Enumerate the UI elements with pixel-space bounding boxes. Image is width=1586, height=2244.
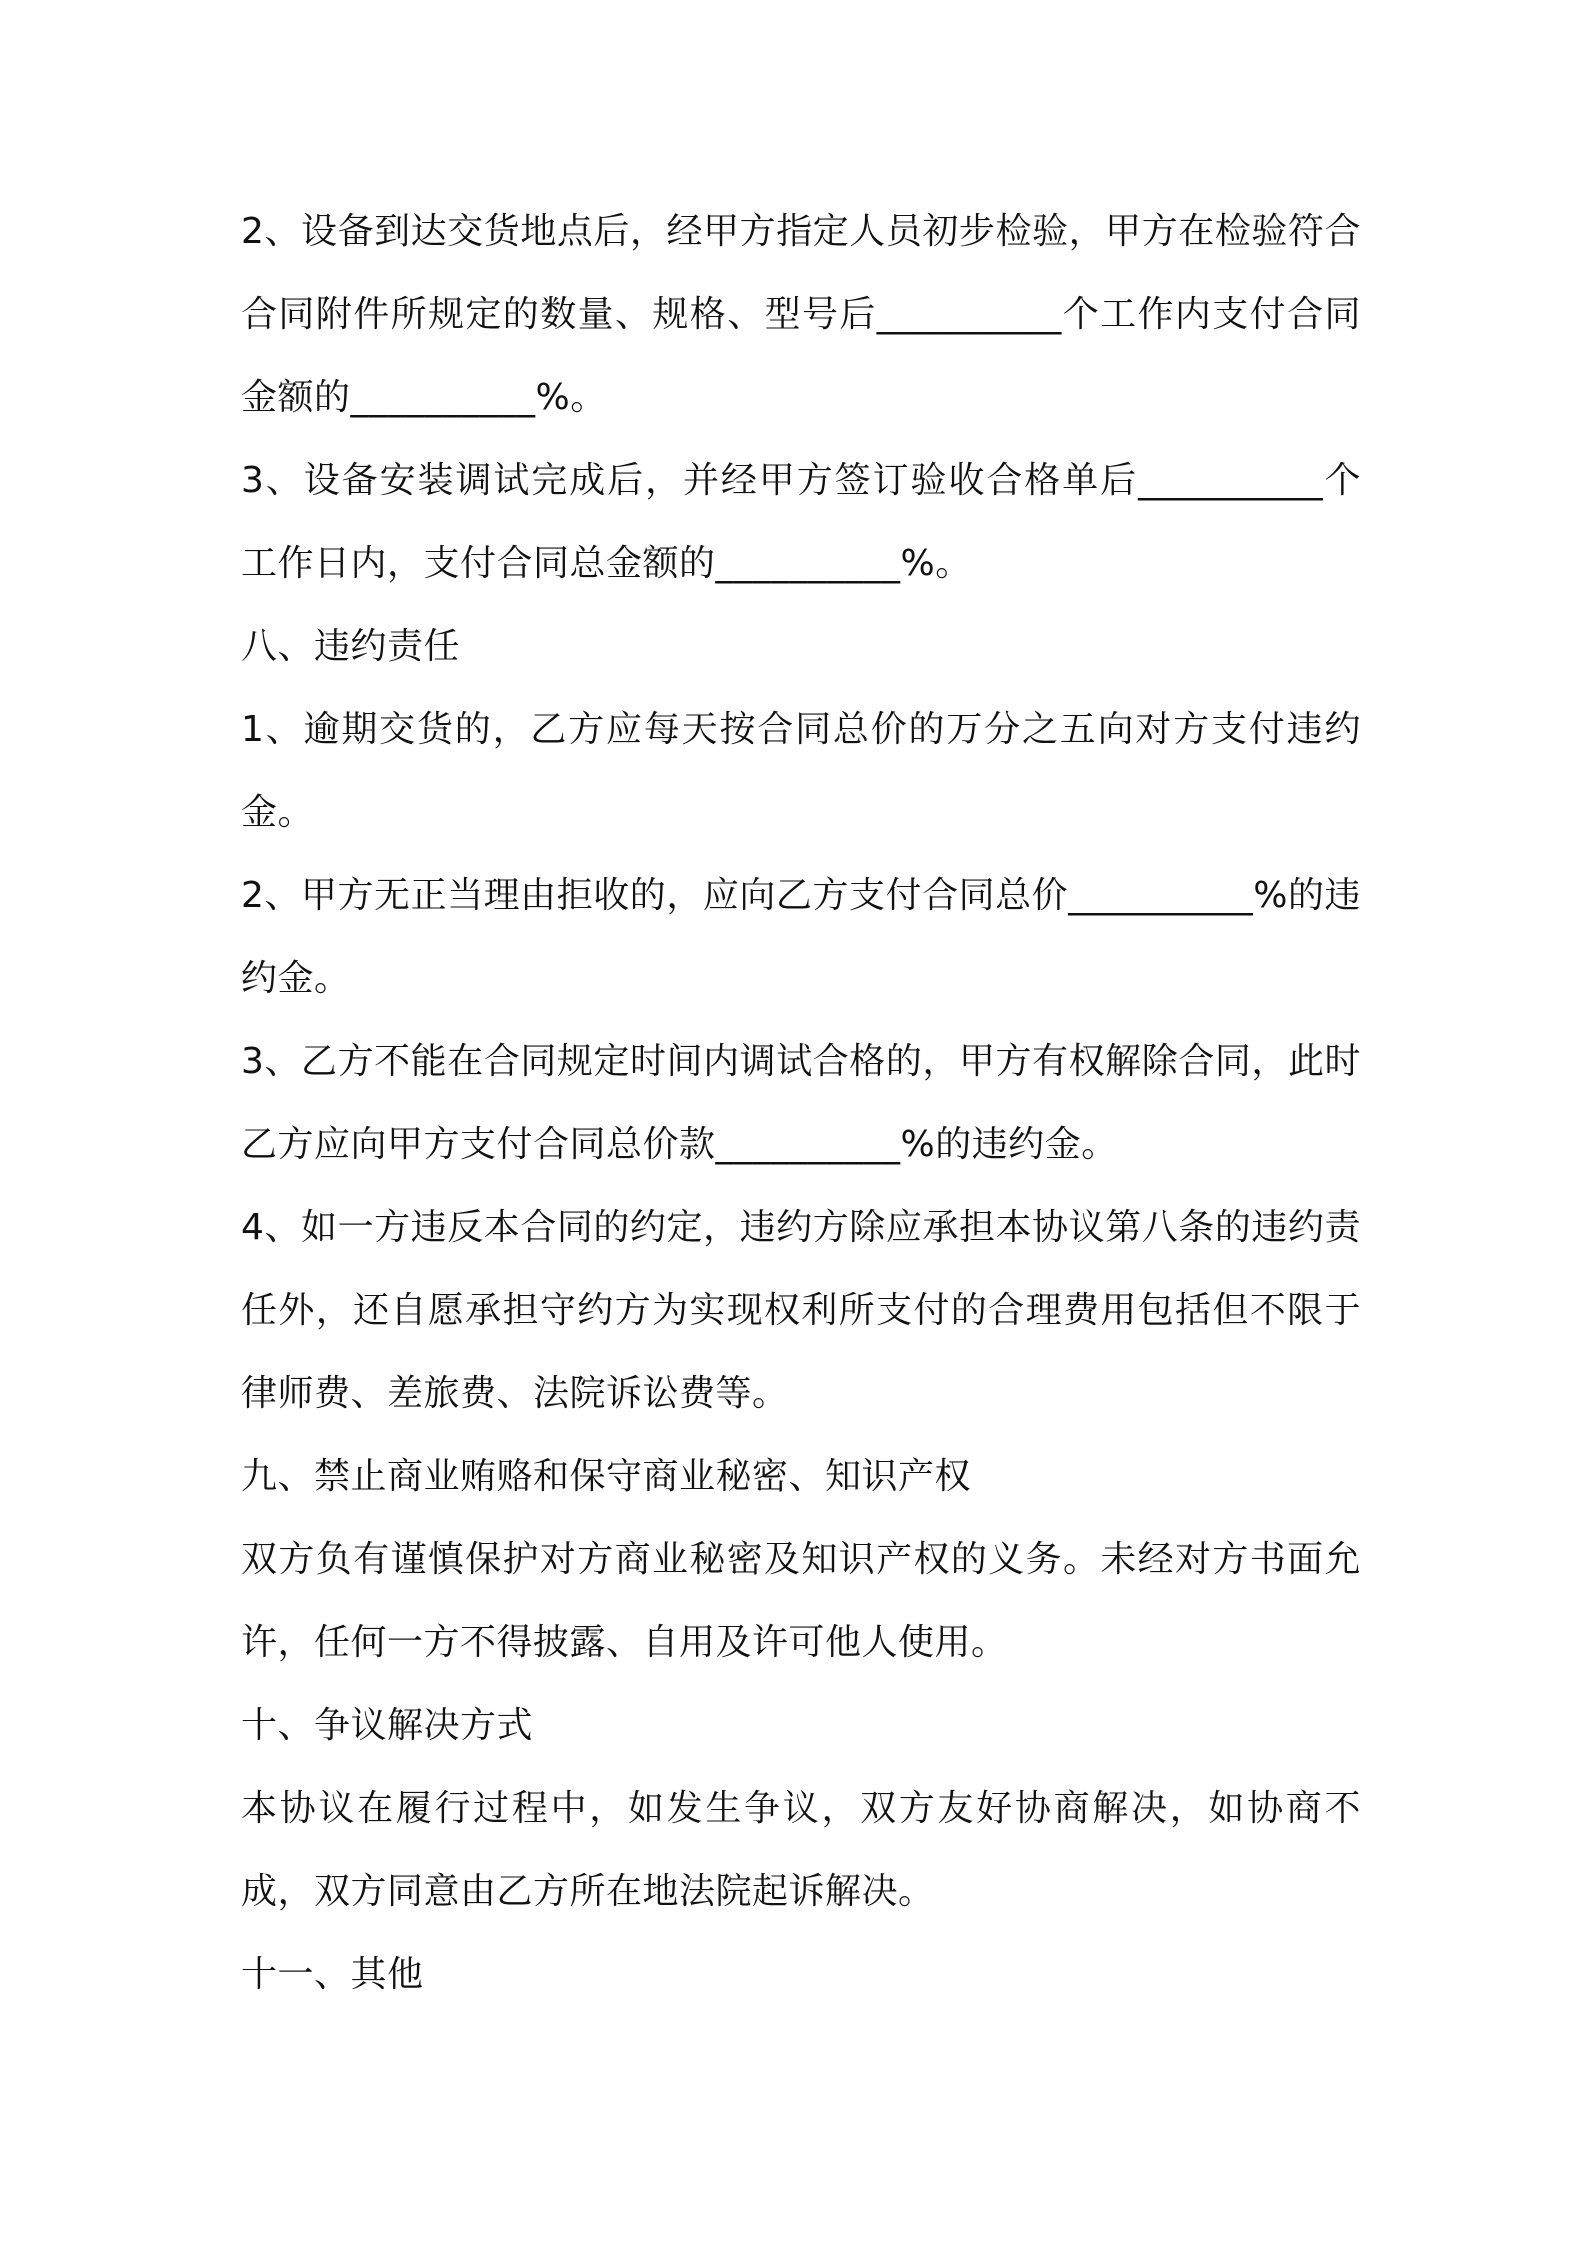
clause-breach-1: 1、逾期交货的，乙方应每天按合同总价的万分之五向对方支付违约金。 <box>241 709 1361 833</box>
section-heading-dispute-resolution: 十、争议解决方式 <box>241 1705 534 1746</box>
section-heading-other: 十一、其他 <box>241 1954 424 1995</box>
clause-breach-3: 3、乙方不能在合同规定时间内调试合格的，甲方有权解除合同，此时乙方应向甲方支付合同总价款__________%的违约金。 <box>241 1041 1361 1165</box>
section-heading-confidentiality: 九、禁止商业贿赂和保守商业秘密、知识产权 <box>241 1456 972 1497</box>
section-heading-breach-liability: 八、违约责任 <box>241 626 461 667</box>
clause-payment-3: 3、设备安装调试完成后，并经甲方签订验收合格单后__________个工作日内，支付合同总金额的__________%。 <box>241 460 1361 584</box>
clause-dispute-resolution: 本协议在履行过程中，如发生争议，双方友好协商解决，如协商不成，双方同意由乙方所在地法院起诉解决。 <box>241 1788 1361 1912</box>
clause-breach-2: 2、甲方无正当理由拒收的，应向乙方支付合同总价__________%的违约金。 <box>241 875 1361 999</box>
document-body <box>241 190 1361 2016</box>
clause-breach-4: 4、如一方违反本合同的约定，违约方除应承担本协议第八条的违约责任外，还自愿承担守约方为实现权利所支付的合理费用包括但不限于律师费、差旅费、法院诉讼费等。 <box>241 1207 1361 1414</box>
clause-confidentiality: 双方负有谨慎保护对方商业秘密及知识产权的义务。未经对方书面允许，任何一方不得披露、自用及许可他人使用。 <box>241 1539 1361 1663</box>
clause-payment-2: 2、设备到达交货地点后，经甲方指定人员初步检验，甲方在检验符合合同附件所规定的数量、规格、型号后__________个工作内支付合同金额的__________%。 <box>241 211 1361 418</box>
